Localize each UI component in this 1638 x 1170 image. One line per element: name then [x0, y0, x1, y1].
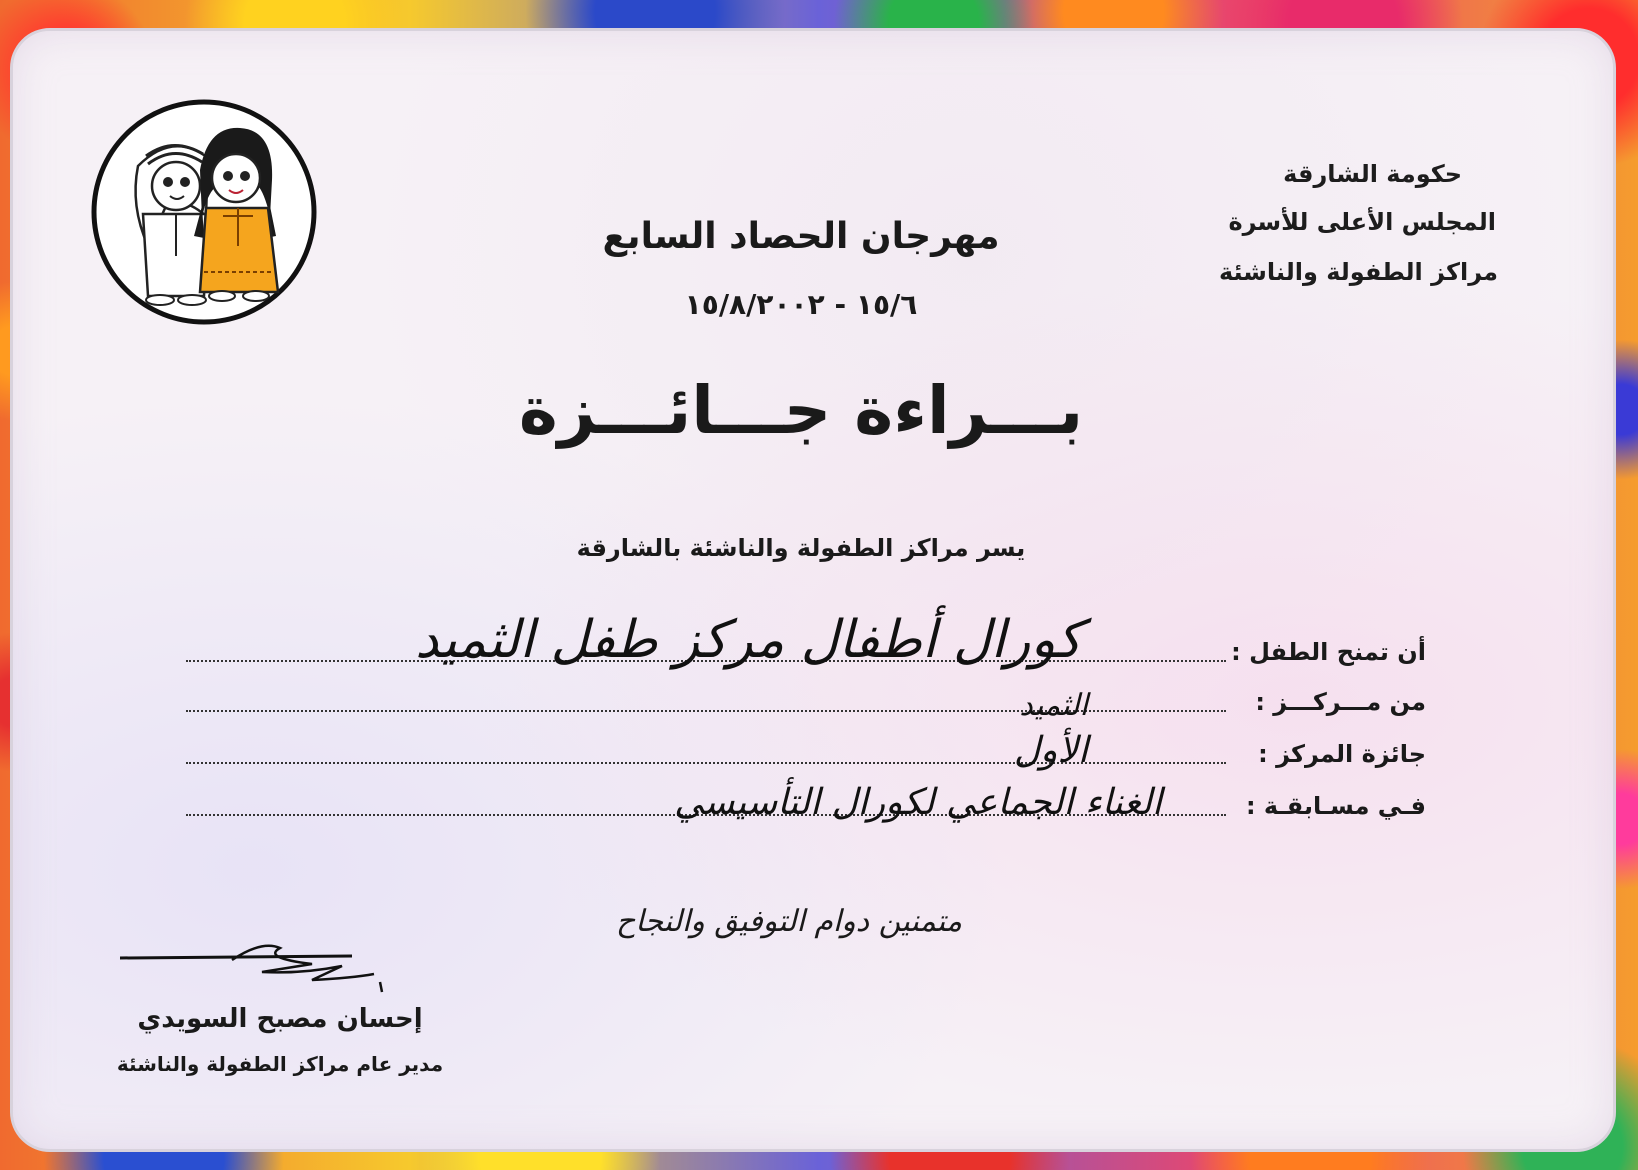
issuer-government: حكومة الشارقة [1283, 160, 1462, 188]
field-label-child: أن تمنح الطفل : [1231, 638, 1426, 666]
intro-text: يسر مراكز الطفولة والناشئة بالشارقة [576, 534, 1026, 562]
field-value-center: الثميد [1019, 688, 1088, 723]
field-value-prize: الأول [1013, 730, 1088, 771]
field-label-prize: جائزة المركز : [1258, 740, 1426, 768]
signatory-name: إحسان مصبح السويدي [137, 1004, 423, 1034]
field-value-child: كورال أطفال مركز طفل الثميد [415, 610, 1082, 670]
handwritten-signature [112, 936, 402, 1000]
festival-title: مهرجان الحصاد السابع [602, 216, 1000, 257]
issuer-centers: مراكز الطفولة والناشئة [1218, 258, 1498, 286]
festival-dates: ١٥/٦ - ١٥/٨/٢٠٠٢ [684, 288, 918, 321]
field-label-competition: فـي مسـابقـة : [1245, 792, 1426, 820]
field-label-center: من مـــركـــز : [1255, 688, 1426, 716]
issuer-council: المجلس الأعلى للأسرة [1228, 208, 1496, 236]
certificate-title: بـــراءة جـــائـــزة [518, 372, 1084, 449]
closing-text: متمنين دوام التوفيق والنجاح [615, 904, 963, 939]
field-value-competition: الغناء الجماعي لكورال التأسيسي [674, 782, 1162, 823]
signatory-title: مدير عام مراكز الطفولة والناشئة [116, 1052, 444, 1076]
